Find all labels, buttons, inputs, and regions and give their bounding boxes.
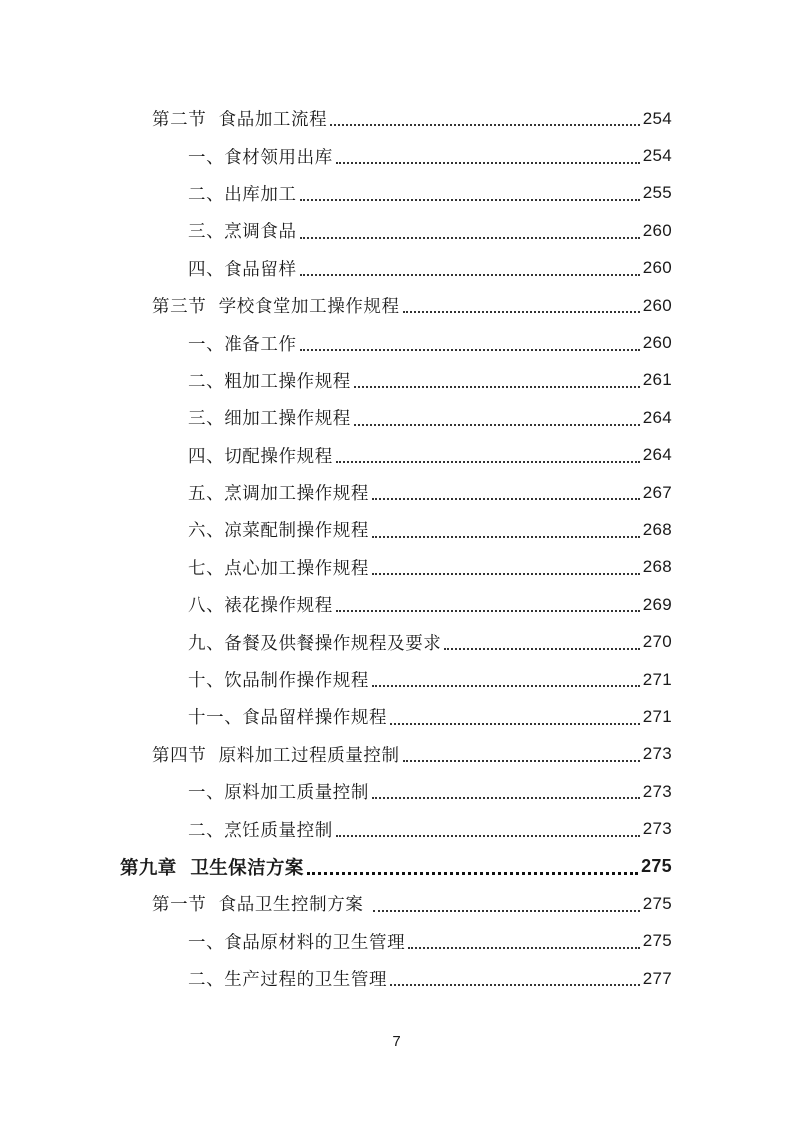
toc-dot-leader — [372, 685, 640, 687]
toc-dot-leader — [408, 947, 640, 949]
toc-section-entry[interactable] — [0, 287, 793, 324]
toc-entry-title: 四、切配操作规程 — [188, 446, 333, 467]
toc-entry-page-number: 254 — [642, 108, 672, 128]
toc-dot-leader — [373, 910, 640, 912]
toc-entry-page-number: 273 — [642, 781, 672, 801]
toc-entry-page-number: 260 — [642, 258, 672, 278]
toc-subsection-entry[interactable] — [0, 175, 793, 212]
toc-entry-page-number: 255 — [642, 183, 672, 203]
toc-entry-title: 七、点心加工操作规程 — [188, 558, 369, 579]
toc-entry-title: 二、烹饪质量控制 — [188, 820, 333, 841]
toc-entry-title: 八、裱花操作规程 — [188, 596, 333, 617]
toc-entry-title: 五、烹调加工操作规程 — [188, 484, 369, 505]
toc-dot-leader — [336, 461, 640, 463]
toc-entry-title: 第二节 食品加工流程 — [152, 110, 328, 131]
toc-dot-leader — [390, 984, 640, 986]
toc-subsection-entry[interactable] — [0, 437, 793, 474]
toc-dot-leader — [336, 835, 640, 837]
toc-entry-page-number: 261 — [642, 370, 672, 390]
toc-dot-leader — [300, 199, 640, 201]
toc-entry-page-number: 264 — [642, 407, 672, 427]
toc-entry-page-number: 277 — [642, 968, 672, 988]
toc-subsection-entry[interactable] — [0, 511, 793, 548]
toc-subsection-entry[interactable] — [0, 324, 793, 361]
toc-section-entry[interactable] — [0, 736, 793, 773]
toc-dot-leader — [444, 648, 639, 650]
toc-entry-page-number: 269 — [642, 594, 672, 614]
toc-section-entry[interactable] — [0, 885, 793, 922]
toc-entry-title: 二、出库加工 — [188, 184, 297, 205]
toc-entry-title: 一、食品原材料的卫生管理 — [188, 932, 406, 953]
toc-entry-page-number: 271 — [642, 706, 672, 726]
toc-entry-title: 三、细加工操作规程 — [188, 409, 351, 430]
toc-subsection-entry[interactable] — [0, 549, 793, 586]
toc-entry-page-number: 268 — [642, 557, 672, 577]
toc-entry-title: 四、食品留样 — [188, 259, 297, 280]
toc-subsection-entry[interactable] — [0, 212, 793, 249]
table-of-contents — [0, 100, 793, 997]
toc-dot-leader — [336, 610, 640, 612]
toc-entry-title: 九、备餐及供餐操作规程及要求 — [188, 633, 442, 654]
toc-section-entry[interactable] — [0, 100, 793, 137]
toc-entry-page-number: 264 — [642, 445, 672, 465]
toc-subsection-entry[interactable] — [0, 623, 793, 660]
toc-entry-title: 第一节 食品卫生控制方案 — [152, 895, 370, 916]
toc-subsection-entry[interactable] — [0, 362, 793, 399]
toc-subsection-entry[interactable] — [0, 250, 793, 287]
toc-dot-leader — [372, 536, 640, 538]
toc-entry-title: 二、粗加工操作规程 — [188, 371, 351, 392]
toc-dot-leader — [354, 386, 640, 388]
toc-subsection-entry[interactable] — [0, 137, 793, 174]
toc-subsection-entry[interactable] — [0, 960, 793, 997]
toc-entry-page-number: 260 — [642, 220, 672, 240]
toc-entry-title: 第九章 卫生保洁方案 — [120, 857, 304, 879]
toc-dot-leader — [372, 797, 640, 799]
toc-subsection-entry[interactable] — [0, 586, 793, 623]
toc-dot-leader — [307, 872, 638, 875]
toc-entry-title: 十一、食品留样操作规程 — [188, 708, 388, 729]
toc-dot-leader — [403, 311, 640, 313]
toc-entry-page-number: 275 — [642, 893, 672, 913]
toc-subsection-entry[interactable] — [0, 773, 793, 810]
toc-subsection-entry[interactable] — [0, 474, 793, 511]
toc-entry-page-number: 260 — [642, 333, 672, 353]
toc-entry-page-number: 260 — [642, 295, 672, 315]
toc-dot-leader — [403, 760, 640, 762]
toc-entry-title: 六、凉菜配制操作规程 — [188, 521, 369, 542]
toc-entry-page-number: 270 — [642, 632, 672, 652]
toc-subsection-entry[interactable] — [0, 698, 793, 735]
toc-entry-title: 一、原料加工质量控制 — [188, 783, 369, 804]
page-number: 7 — [392, 1033, 401, 1050]
toc-dot-leader — [390, 723, 640, 725]
toc-dot-leader — [372, 573, 640, 575]
toc-dot-leader — [330, 124, 640, 126]
toc-dot-leader — [300, 237, 640, 239]
toc-subsection-entry[interactable] — [0, 923, 793, 960]
toc-dot-leader — [354, 424, 640, 426]
toc-entry-page-number: 268 — [642, 519, 672, 539]
toc-entry-page-number: 267 — [642, 482, 672, 502]
toc-entry-title: 第三节 学校食堂加工操作规程 — [152, 297, 400, 318]
toc-dot-leader — [300, 274, 640, 276]
toc-subsection-entry[interactable] — [0, 399, 793, 436]
toc-entry-title: 一、准备工作 — [188, 334, 297, 355]
toc-subsection-entry[interactable] — [0, 810, 793, 847]
toc-entry-title: 十、饮品制作操作规程 — [188, 671, 369, 692]
toc-entry-page-number: 275 — [642, 931, 672, 951]
toc-dot-leader — [372, 498, 640, 500]
toc-dot-leader — [300, 349, 640, 351]
toc-entry-page-number: 273 — [642, 744, 672, 764]
toc-dot-leader — [336, 162, 640, 164]
toc-entry-title: 第四节 原料加工过程质量控制 — [152, 745, 400, 766]
toc-chapter-entry[interactable] — [0, 848, 793, 885]
toc-entry-page-number: 273 — [642, 819, 672, 839]
toc-entry-title: 一、食材领用出库 — [188, 147, 333, 168]
toc-entry-page-number: 271 — [642, 669, 672, 689]
toc-entry-title: 三、烹调食品 — [188, 222, 297, 243]
toc-entry-page-number: 275 — [641, 856, 672, 876]
toc-entry-title: 二、生产过程的卫生管理 — [188, 970, 388, 991]
toc-subsection-entry[interactable] — [0, 661, 793, 698]
toc-entry-page-number: 254 — [642, 146, 672, 166]
